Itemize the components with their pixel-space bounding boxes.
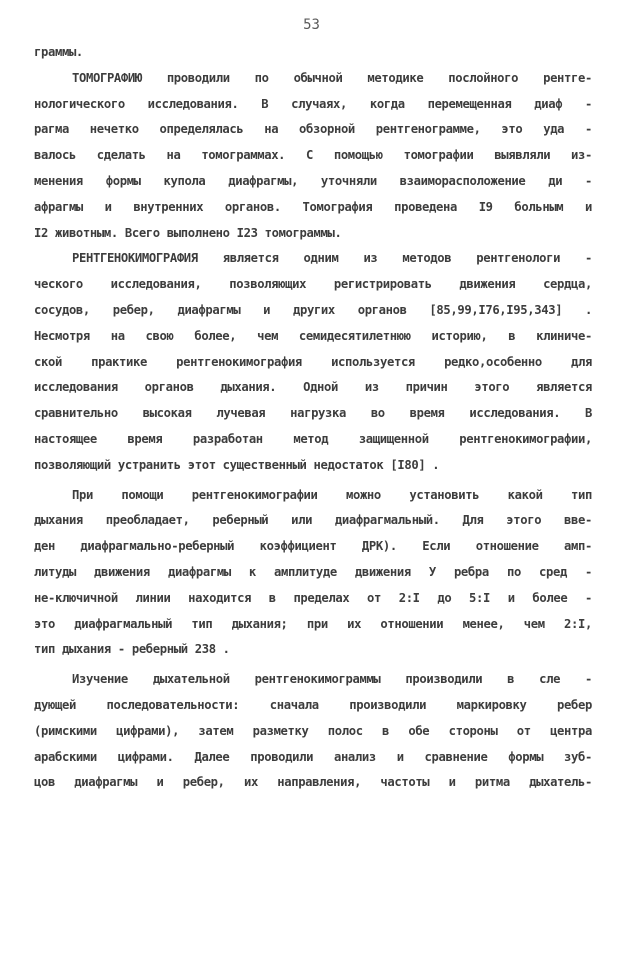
text-line: I2 животным. Всего выполнено I23 томограммы.	[34, 225, 342, 240]
text-line: РЕНТГЕНОКИМОГРАФИЯ является одним из методов рентгенологи -	[72, 251, 592, 266]
text-line: настоящее время разработан метод защищенной рентгенокимографии,	[34, 431, 592, 446]
text-line: дующей последовательности: сначала производили маркировку ребер	[34, 697, 592, 712]
text-line: позволяющий устранить этот существенный недостаток [I80] .	[34, 457, 440, 472]
text-line: тип дыхания - реберный 238 .	[34, 642, 230, 657]
text-line: дыхания преобладает, реберный или диафрагмальный. Для этого вве-	[34, 513, 592, 528]
page-number: 53	[303, 17, 320, 33]
text-line: валось сделать на томограммах. С помощью томографии выявляли из-	[34, 148, 592, 163]
text-line: афрагмы и внутренних органов. Томография проведена I9 больным и	[34, 199, 592, 214]
text-line: арабскими цифрами. Далее проводили анализ и сравнение формы зуб-	[34, 749, 592, 764]
text-line: (римскими цифрами), затем разметку полос в обе стороны от центра	[34, 723, 592, 738]
text-line: ской практике рентгенокимография используется редко,особенно для	[34, 354, 592, 369]
text-line: рагма нечетко определялась на обзорной рентгенограмме, это уда -	[34, 122, 592, 137]
text-line: При помощи рентгенокимографии можно установить какой тип	[72, 487, 592, 502]
text-line: не-ключичной линии находится в пределах от 2:I до 5:I и более -	[34, 590, 592, 605]
text-line: нологического исследования. В случаях, когда перемещенная диаф -	[34, 96, 592, 111]
text-line: исследования органов дыхания. Одной из причин этого является	[34, 380, 592, 395]
text-line: ческого исследования, позволяющих регистрировать движения сердца,	[34, 277, 592, 292]
text-line: ТОМОГРАФИЮ проводили по обычной методике послойного рентге-	[72, 70, 592, 85]
text-line: Несмотря на свою более, чем семидесятилетнюю историю, в клиниче-	[34, 328, 592, 343]
text-line: сравнительно высокая лучевая нагрузка во время исследования. В	[34, 406, 592, 421]
text-line: это диафрагмальный тип дыхания; при их отношении менее, чем 2:I,	[34, 616, 592, 631]
text-line: литуды движения диафрагмы к амплитуде движения У ребра по сред -	[34, 564, 592, 579]
text-line: сосудов, ребер, диафрагмы и других органов [85,99,I76,I95,343] .	[34, 302, 592, 317]
body-text	[34, 40, 592, 796]
text-line: менения формы купола диафрагмы, уточняли взаиморасположение ди -	[34, 173, 592, 188]
text-line: граммы.	[34, 45, 83, 59]
text-line: ден диафрагмально-реберный коэффициент ДРК). Если отношение амп-	[34, 539, 592, 554]
text-line: цов диафрагмы и ребер, их направления, частоты и ритма дыхатель-	[34, 775, 592, 790]
text-line: Изучение дыхательной рентгенокимограммы производили в сле -	[72, 672, 592, 687]
